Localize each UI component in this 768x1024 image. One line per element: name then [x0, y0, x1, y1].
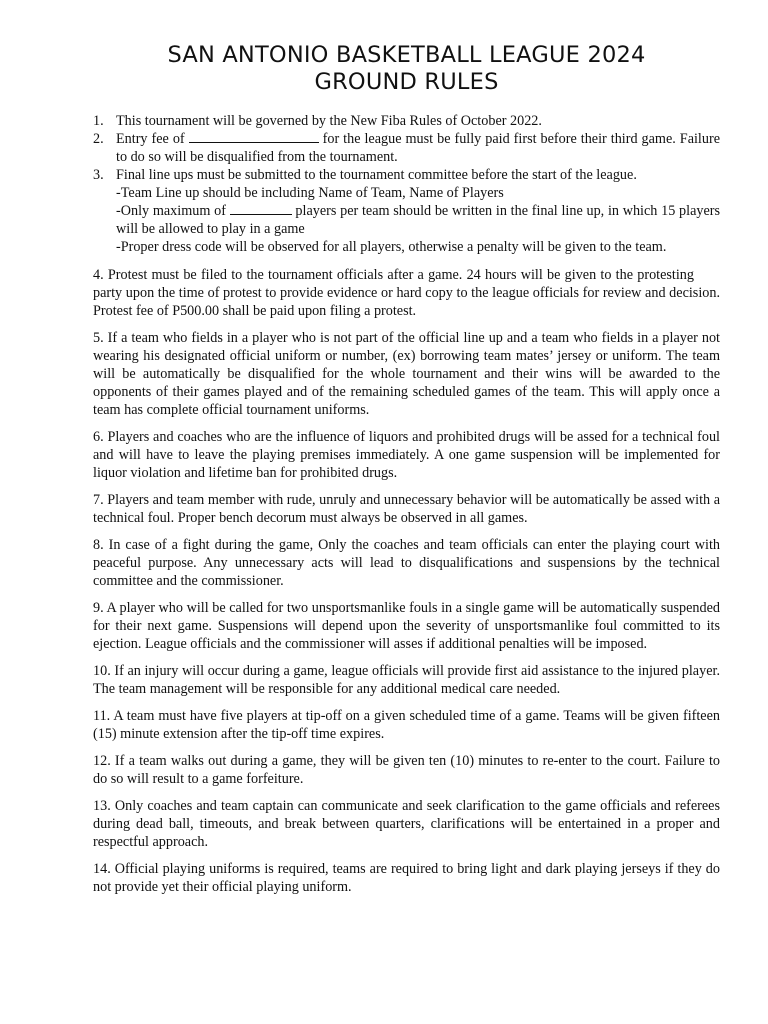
sub-item-text-after: players per team should be written in the final line up, in which 15 players will be allowed to play in a game	[116, 203, 721, 237]
list-item	[93, 112, 720, 130]
list-item-number: 3.	[93, 167, 104, 183]
entry-fee-blank	[189, 130, 319, 143]
numbered-rules-list	[93, 112, 720, 184]
rule-6: 6. Players and coaches who are the influence of liquors and prohibited drugs will be assed for a technical foul and will have to leave the playing premises immediately. A one game suspension will be implemented for liquor violation and lifetime ban for prohibited drugs.	[93, 429, 720, 481]
list-item-text-before: Entry fee of	[116, 131, 189, 147]
rule-8: 8. In case of a fight during the game, Only the coaches and team officials can enter the playing court with peaceful purpose. Any unnecessary acts will lead to disqualifications and suspensions by the technical committee and the commissioner.	[93, 537, 720, 589]
sub-item-dress-code: -Proper dress code will be observed for all players, otherwise a penalty will be given to the team.	[116, 239, 667, 255]
max-players-blank	[230, 202, 292, 215]
list-item-text: This tournament will be governed by the New Fiba Rules of October 2022.	[116, 113, 542, 129]
rule-5: 5. If a team who fields in a player who is not part of the official line up and a team who fields in a player not wearing his designated official uniform or number, (ex) borrowing team mates’ jersey or uniform. The team will be automatically be disqualified for the whole tournament and their wins will be awarded to the opponents of their games played and of the remaining scheduled games of the team. This will apply once a team has complete official tournament uniforms.	[93, 330, 720, 418]
rule-9: 9. A player who will be called for two unsportsmanlike fouls in a single game will be automatically suspended for their next game. Suspensions will depend upon the severity of unsportsmanlike foul committed to its ejection. League officials and the commissioner will asses if additional penalties will be imposed.	[93, 600, 720, 652]
rule-12: 12. If a team walks out during a game, they will be given ten (10) minutes to re-enter to the court. Failure to do so will result to a game forfeiture.	[93, 753, 720, 787]
sub-item-lineup: -Team Line up should be including Name of Team, Name of Players	[116, 185, 504, 201]
list-item	[93, 130, 720, 166]
list-item-number: 2.	[93, 131, 104, 147]
list-item	[93, 166, 720, 184]
sub-item-text-before: -Only maximum of	[116, 203, 230, 219]
rule-7: 7. Players and team member with rude, unruly and unnecessary behavior will be automatically be assed with a technical foul. Proper bench decorum must always be observed in all games.	[93, 492, 720, 526]
title-line-2: GROUND RULES	[314, 69, 499, 95]
rule-10: 10. If an injury will occur during a game, league officials will provide first aid assistance to the injured player. The team management will be responsible for any additional medical care needed.	[93, 663, 720, 697]
title-line-1: SAN ANTONIO BASKETBALL LEAGUE 2024	[167, 42, 646, 68]
document-body	[93, 112, 720, 896]
list-item-text: Final line ups must be submitted to the tournament committee before the start of the league.	[116, 167, 637, 183]
rule-11: 11. A team must have five players at tip-off on a given scheduled time of a game. Teams will be given fifteen (15) minute extension after the tip-off time expires.	[93, 708, 720, 742]
list-item-text-after: for the league must be fully paid first before their third game. Failure to do so will be disqualified from the tournament.	[116, 131, 720, 165]
rule-4-text-before: 4. Protest must be filed to the tournament officials after a game. 24 hours will be given to the protesting	[93, 267, 694, 283]
rule-4	[93, 266, 720, 320]
rule-4-text-after: party upon the time of protest to provide evidence or hard copy to the league officials for review and decision. Protest fee of P500.00 shall be paid upon filing a protest.	[93, 285, 720, 319]
rule-14: 14. Official playing uniforms is required, teams are required to bring light and dark playing jerseys if they do not provide yet their official playing uniform.	[93, 861, 720, 895]
list-item-number: 1.	[93, 113, 104, 129]
document-title	[93, 42, 720, 96]
sub-item-maximum-players	[116, 202, 720, 238]
rule-13: 13. Only coaches and team captain can communicate and seek clarification to the game officials and referees during dead ball, timeouts, and break between quarters, clarifications will be entertained in a proper and respectful approach.	[93, 798, 720, 850]
